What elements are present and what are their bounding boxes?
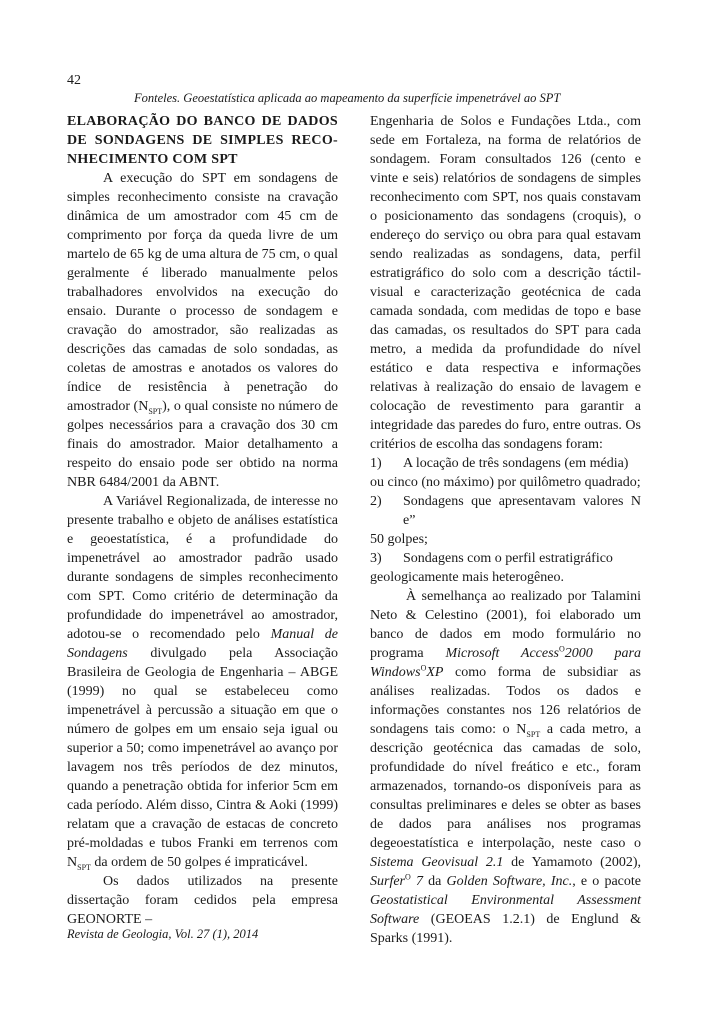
section-heading: ELABORAÇÃO DO BANCO DE DADOS DE SONDAGENS DE SIMPLES RECO-NHECIMENTO COM SPT — [67, 114, 338, 167]
list-item: 2) Sondagens que apresentavam valores N e” — [370, 494, 641, 528]
journal-footer: Revista de Geologia, Vol. 27 (1), 2014 — [67, 927, 259, 941]
paragraph-data-source: Os dados utilizados na presente dissertação foram cedidos pela empresa GEONORTE – — [67, 874, 338, 927]
list-item: 3) Sondagens com o perfil estratigráfico — [370, 551, 613, 566]
list-item-continuation: ou cinco (no máximo) por quilômetro quadrado; — [370, 475, 641, 490]
criteria-list — [370, 454, 641, 587]
running-head: Fonteles. Geoestatística aplicada ao mapeamento da superfície impenetrável ao SPT — [134, 91, 561, 105]
paragraph-regionalized-variable: A Variável Regionalizada, de interesse no presente trabalho e objeto de análises estatística e geoestatística, é a profundidade do impenetrável ao amostrador padrão usado durante sondagens de simples reconhecimento com SPT. Como critério de determinação da profundidade do impenetrável ao amostrador, adotou-se o recomendado pelo Manual de Sondagens divulgado pela Associação Brasileira de Geologia de Engenharia – ABGE (1999) no qual se estabeleceu como impenetrável à percussão a situação em que o número de golpes em um ensaio seja igual ou superior a 50; como impenetrável ao avanço por lavagem nos três períodos de dez minutos, quando a penetração obtida for inferior 5cm em cada período. Além disso, Cintra & Aoki (1999) relatam que a cravação de estacas de concreto pré-moldadas e tubos Franki em terrenos com $N_{SPT}$ da ordem de 50 golpes é impraticável. — [67, 494, 338, 872]
list-item: 1) A locação de três sondagens (em média) — [370, 456, 629, 471]
paragraph-reports: Engenharia de Solos e Fundações Ltda., com sede em Fortaleza, na forma de relatórios de sondagem. Foram consultados 126 (cento e vinte e seis) relatórios de sondagens de simples reconhecimento com SPT, nos quais constavam o posicionamento das sondagens (croquis), o endereço do serviço ou obra para qual estavam sendo realizadas as sondagens, data, perfil estratigráfico do solo com a descrição táctil-visual e caracterização geotécnica de cada camada sondada, com medidas de topo e base das camadas, os resultados do SPT para cada metro, a medida da profundidade do nível estático e data respectiva e informações relativas à realização do ensaio de lavagem e colocação de revestimento para garantir a integridade das paredes do furo, entre outras. Os critérios de escolha das sondagens foram: — [370, 114, 641, 452]
right-column — [370, 112, 641, 948]
list-item-continuation: 50 golpes; — [370, 532, 428, 547]
left-column — [67, 112, 338, 929]
paragraph-database: À semelhança ao realizado por Talamini Neto & Celestino (2001), foi elaborado um banco de dados em modo formulário no programa Microsoft Access$^O$2000 para Windows$^O$XP como forma de subsidiar as análises realizadas. Todos os dados e informações constantes nos 126 relatórios de sondagens tais como: o $N_{SPT}$ a cada metro, a descrição geotécnica das camadas de solo, profundidade do nível freático e etc., foram armazenados, tornando-os disponíveis para as consultas preliminares e deles se obter as bases de dados para análises nos programas degeoestatística e interpolação, neste caso o Sistema Geovisual 2.1 de Yamamoto (2002), Surfer$^O$ 7 da Golden Software, Inc., e o pacote Geostatistical Environmental Assessment Software (GEOEAS 1.2.1) de Englund & Sparks (1991). — [370, 589, 642, 946]
page-number: 42 — [67, 73, 81, 88]
list-item-continuation: geologicamente mais heterogêneo. — [370, 570, 564, 585]
paragraph-spt-description: A execução do SPT em sondagens de simples reconhecimento consiste na cravação dinâmica de um amostrador com 45 cm de comprimento por força da queda livre de um martelo de 65 kg de uma altura de 75 cm, o qual geralmente é liberado manualmente pelos trabalhadores envolvidos na execução do ensaio. Durante o processo de sondagem e cravação do amostrador, são realizadas as descrições das camadas de solo sondadas, as coletas de amostras e anotados os valores do índice de resistência à penetração do amostrador $(N_{SPT})$, o qual consiste no número de golpes necessários para a cravação dos 30 cm finais do amostrador. Maior detalhamento a respeito do ensaio pode ser obtido na norma NBR 6484/2001 da ABNT. — [67, 171, 338, 490]
